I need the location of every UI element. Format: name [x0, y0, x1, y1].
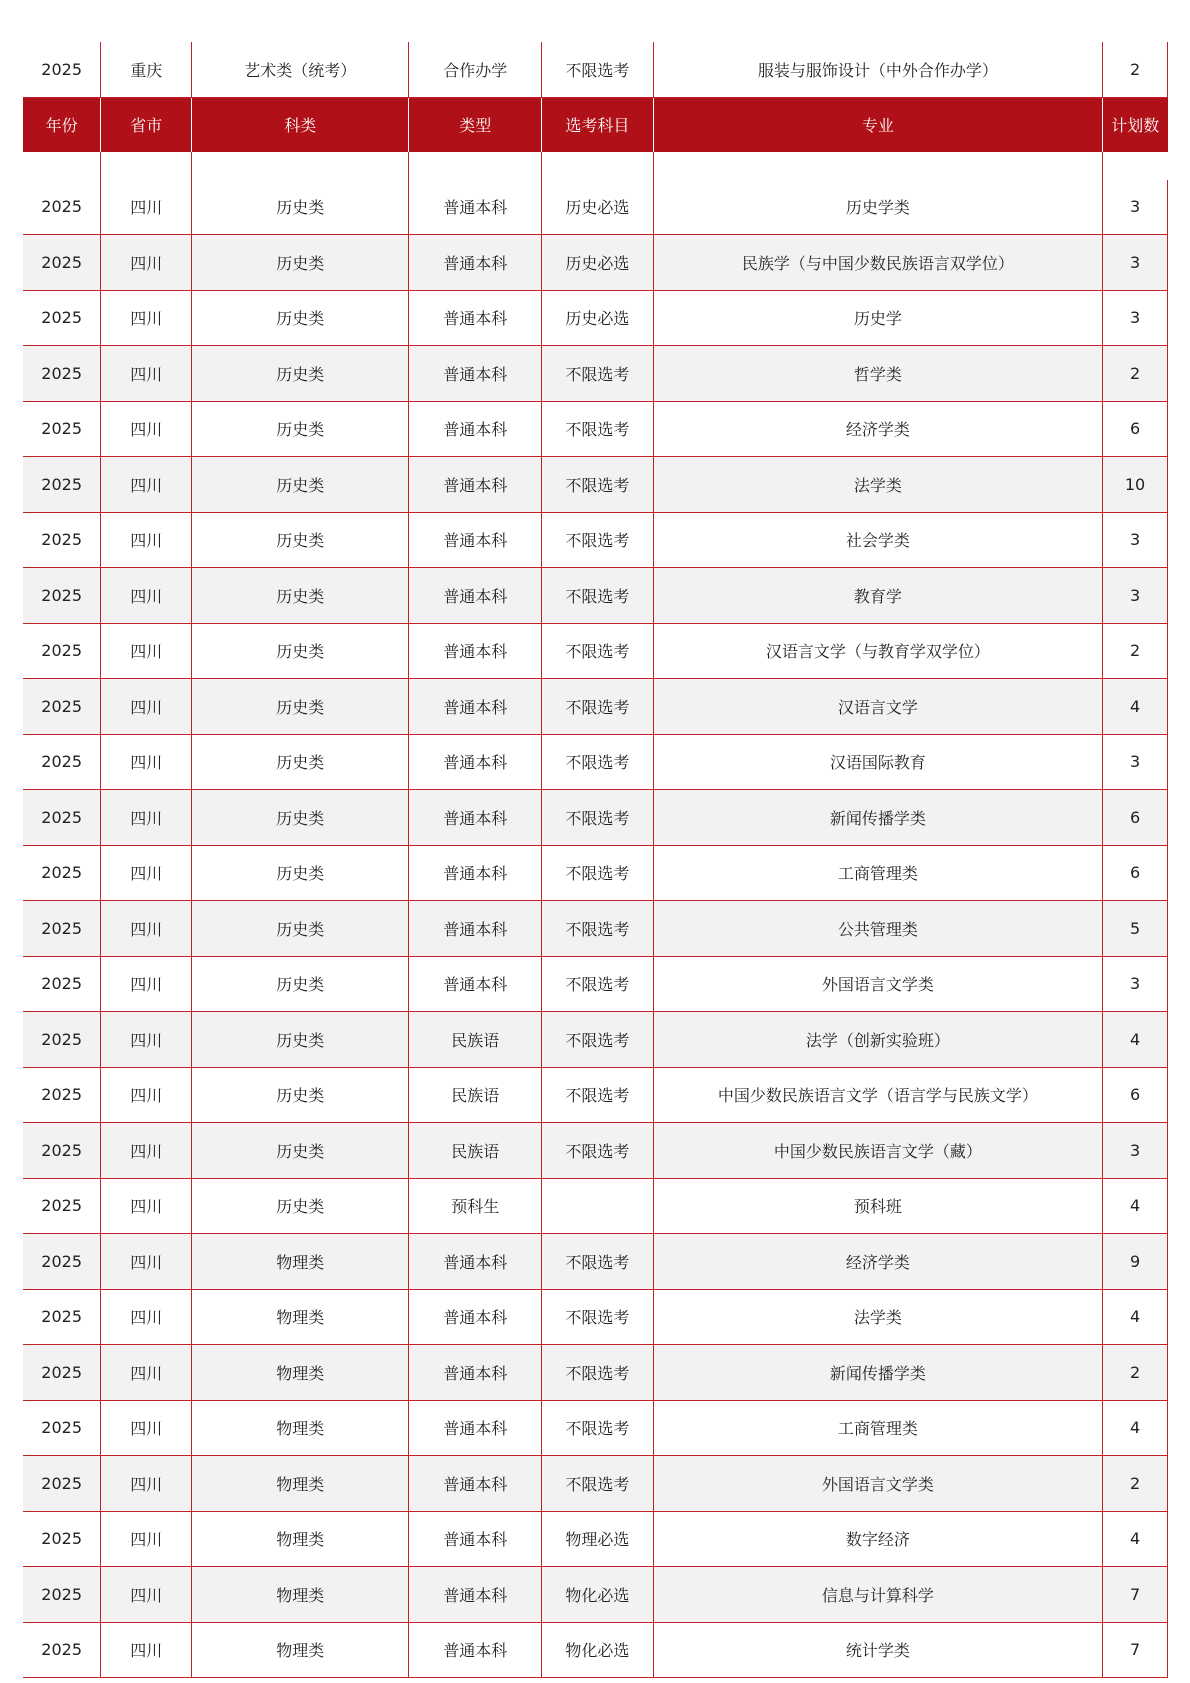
cell-category: 物理类 [192, 1400, 409, 1456]
table-row-top [23, 42, 1168, 97]
cell-province: 四川 [101, 1511, 192, 1567]
cell-plan: 3 [1103, 1123, 1168, 1179]
cell-year: 2025 [23, 457, 101, 513]
table-row [23, 623, 1168, 679]
cell-plan: 3 [1103, 568, 1168, 624]
cell-subjects: 历史必选 [542, 180, 653, 235]
cell-major: 历史学 [653, 290, 1103, 346]
header-major: 专业 [653, 97, 1103, 152]
cell-year: 2025 [23, 290, 101, 346]
cell-year: 2025 [23, 1345, 101, 1401]
cell-category: 历史类 [192, 235, 409, 291]
cell-type: 普通本科 [409, 1567, 542, 1623]
cell-plan: 3 [1103, 512, 1168, 568]
cell-plan: 6 [1103, 845, 1168, 901]
cell-category: 艺术类（统考） [192, 42, 409, 97]
cell-plan: 9 [1103, 1234, 1168, 1290]
cell-year: 2025 [23, 1178, 101, 1234]
cell-subjects: 不限选考 [542, 346, 653, 402]
cell-subjects: 历史必选 [542, 235, 653, 291]
cell-type: 普通本科 [409, 1234, 542, 1290]
cell-province: 四川 [101, 623, 192, 679]
cell-province: 四川 [101, 235, 192, 291]
cell-subjects: 不限选考 [542, 1234, 653, 1290]
cell-year: 2025 [23, 1400, 101, 1456]
cell-province: 四川 [101, 845, 192, 901]
cell-category: 物理类 [192, 1234, 409, 1290]
header-subjects: 选考科目 [542, 97, 653, 152]
cell-category: 物理类 [192, 1567, 409, 1623]
cell-category: 历史类 [192, 901, 409, 957]
cell-type: 普通本科 [409, 401, 542, 457]
cell-subjects: 不限选考 [542, 679, 653, 735]
cell-major: 民族学（与中国少数民族语言双学位） [653, 235, 1103, 291]
cell-type: 普通本科 [409, 956, 542, 1012]
cell-subjects: 不限选考 [542, 42, 653, 97]
cell-plan: 2 [1103, 623, 1168, 679]
cell-type: 普通本科 [409, 679, 542, 735]
cell-province: 四川 [101, 734, 192, 790]
cell-province: 四川 [101, 457, 192, 513]
cell-plan: 10 [1103, 457, 1168, 513]
table-row [23, 1234, 1168, 1290]
cell-category: 历史类 [192, 457, 409, 513]
cell-year: 2025 [23, 679, 101, 735]
cell-type: 普通本科 [409, 290, 542, 346]
admission-plan-table [23, 42, 1168, 1678]
cell-major: 汉语言文学（与教育学双学位） [653, 623, 1103, 679]
cell-province: 四川 [101, 1234, 192, 1290]
cell-type: 普通本科 [409, 1400, 542, 1456]
cell-category: 物理类 [192, 1511, 409, 1567]
cell-plan: 2 [1103, 346, 1168, 402]
cell-type: 普通本科 [409, 512, 542, 568]
cell-plan: 2 [1103, 1456, 1168, 1512]
cell-year: 2025 [23, 1067, 101, 1123]
cell-category: 物理类 [192, 1622, 409, 1678]
table-row [23, 1622, 1168, 1678]
cell-major: 公共管理类 [653, 901, 1103, 957]
cell-major: 法学类 [653, 1289, 1103, 1345]
cell-province: 四川 [101, 901, 192, 957]
table-row [23, 1012, 1168, 1068]
cell-province: 四川 [101, 1178, 192, 1234]
cell-type: 民族语 [409, 1012, 542, 1068]
cell-major: 经济学类 [653, 1234, 1103, 1290]
cell-province: 四川 [101, 1345, 192, 1401]
table-row [23, 1345, 1168, 1401]
cell-year: 2025 [23, 42, 101, 97]
cell-major: 经济学类 [653, 401, 1103, 457]
cell-major: 新闻传播学类 [653, 790, 1103, 846]
cell-plan: 7 [1103, 1567, 1168, 1623]
cell-category: 历史类 [192, 568, 409, 624]
cell-province: 四川 [101, 790, 192, 846]
cell-subjects: 不限选考 [542, 1123, 653, 1179]
table-row [23, 1289, 1168, 1345]
cell-year: 2025 [23, 1622, 101, 1678]
cell-major: 新闻传播学类 [653, 1345, 1103, 1401]
cell-type: 合作办学 [409, 42, 542, 97]
cell-type: 普通本科 [409, 346, 542, 402]
cell-plan: 5 [1103, 901, 1168, 957]
cell-year: 2025 [23, 1567, 101, 1623]
cell-plan: 7 [1103, 1622, 1168, 1678]
cell-category: 历史类 [192, 290, 409, 346]
table-row [23, 512, 1168, 568]
cell-province: 四川 [101, 1622, 192, 1678]
cell-type: 普通本科 [409, 457, 542, 513]
cell-category: 物理类 [192, 1289, 409, 1345]
cell-year: 2025 [23, 346, 101, 402]
cell-subjects: 不限选考 [542, 568, 653, 624]
table-header-row [23, 97, 1168, 152]
cell-category: 物理类 [192, 1345, 409, 1401]
cell-year: 2025 [23, 1012, 101, 1068]
cell-subjects: 不限选考 [542, 1067, 653, 1123]
cell-type: 普通本科 [409, 623, 542, 679]
header-gap [23, 152, 1168, 180]
cell-province: 重庆 [101, 42, 192, 97]
cell-year: 2025 [23, 1234, 101, 1290]
cell-subjects: 不限选考 [542, 1400, 653, 1456]
cell-province: 四川 [101, 290, 192, 346]
cell-plan: 4 [1103, 1012, 1168, 1068]
table-row [23, 734, 1168, 790]
cell-year: 2025 [23, 180, 101, 235]
table-row [23, 180, 1168, 235]
cell-major: 外国语言文学类 [653, 1456, 1103, 1512]
cell-province: 四川 [101, 679, 192, 735]
cell-major: 教育学 [653, 568, 1103, 624]
cell-plan: 4 [1103, 679, 1168, 735]
cell-province: 四川 [101, 1567, 192, 1623]
cell-type: 普通本科 [409, 1289, 542, 1345]
cell-major: 历史学类 [653, 180, 1103, 235]
cell-year: 2025 [23, 901, 101, 957]
cell-category: 历史类 [192, 512, 409, 568]
cell-category: 历史类 [192, 845, 409, 901]
cell-major: 哲学类 [653, 346, 1103, 402]
cell-plan: 2 [1103, 1345, 1168, 1401]
table-row [23, 956, 1168, 1012]
table-row [23, 845, 1168, 901]
cell-province: 四川 [101, 1456, 192, 1512]
cell-type: 普通本科 [409, 1345, 542, 1401]
cell-subjects: 不限选考 [542, 790, 653, 846]
table-row [23, 1456, 1168, 1512]
table-row [23, 290, 1168, 346]
cell-province: 四川 [101, 1123, 192, 1179]
header-type: 类型 [409, 97, 542, 152]
cell-major: 预科班 [653, 1178, 1103, 1234]
cell-year: 2025 [23, 790, 101, 846]
cell-type: 民族语 [409, 1067, 542, 1123]
cell-year: 2025 [23, 734, 101, 790]
cell-province: 四川 [101, 401, 192, 457]
cell-type: 普通本科 [409, 734, 542, 790]
cell-plan: 3 [1103, 734, 1168, 790]
cell-subjects: 不限选考 [542, 1012, 653, 1068]
cell-province: 四川 [101, 1289, 192, 1345]
cell-type: 普通本科 [409, 901, 542, 957]
cell-plan: 4 [1103, 1178, 1168, 1234]
cell-category: 历史类 [192, 401, 409, 457]
cell-type: 普通本科 [409, 235, 542, 291]
cell-type: 民族语 [409, 1123, 542, 1179]
cell-province: 四川 [101, 346, 192, 402]
table-row [23, 1567, 1168, 1623]
cell-plan: 4 [1103, 1511, 1168, 1567]
cell-major: 法学（创新实验班） [653, 1012, 1103, 1068]
header-year: 年份 [23, 97, 101, 152]
cell-subjects: 物化必选 [542, 1622, 653, 1678]
table-row [23, 1511, 1168, 1567]
cell-subjects: 不限选考 [542, 901, 653, 957]
table-row [23, 235, 1168, 291]
cell-category: 历史类 [192, 623, 409, 679]
cell-major: 外国语言文学类 [653, 956, 1103, 1012]
cell-subjects: 不限选考 [542, 1345, 653, 1401]
cell-type: 普通本科 [409, 1622, 542, 1678]
header-province: 省市 [101, 97, 192, 152]
table-row [23, 457, 1168, 513]
cell-plan: 3 [1103, 956, 1168, 1012]
cell-major: 信息与计算科学 [653, 1567, 1103, 1623]
cell-province: 四川 [101, 512, 192, 568]
cell-type: 普通本科 [409, 1511, 542, 1567]
cell-year: 2025 [23, 401, 101, 457]
cell-plan: 3 [1103, 290, 1168, 346]
cell-subjects: 不限选考 [542, 623, 653, 679]
cell-province: 四川 [101, 1012, 192, 1068]
table-row [23, 1067, 1168, 1123]
cell-major: 数字经济 [653, 1511, 1103, 1567]
cell-type: 普通本科 [409, 568, 542, 624]
cell-category: 历史类 [192, 956, 409, 1012]
cell-province: 四川 [101, 180, 192, 235]
cell-subjects [542, 1178, 653, 1234]
cell-major: 中国少数民族语言文学（语言学与民族文学） [653, 1067, 1103, 1123]
cell-major: 工商管理类 [653, 1400, 1103, 1456]
table-row [23, 790, 1168, 846]
cell-year: 2025 [23, 568, 101, 624]
cell-major: 工商管理类 [653, 845, 1103, 901]
cell-category: 历史类 [192, 180, 409, 235]
cell-major: 汉语言文学 [653, 679, 1103, 735]
cell-category: 历史类 [192, 679, 409, 735]
table-row [23, 346, 1168, 402]
cell-plan: 3 [1103, 235, 1168, 291]
cell-plan: 6 [1103, 401, 1168, 457]
cell-type: 普通本科 [409, 180, 542, 235]
cell-type: 普通本科 [409, 845, 542, 901]
cell-year: 2025 [23, 235, 101, 291]
cell-subjects: 历史必选 [542, 290, 653, 346]
cell-category: 历史类 [192, 734, 409, 790]
table-row [23, 401, 1168, 457]
cell-subjects: 不限选考 [542, 734, 653, 790]
cell-plan: 3 [1103, 180, 1168, 235]
admission-plan-table-container [23, 42, 1168, 1678]
cell-type: 普通本科 [409, 1456, 542, 1512]
header-category: 科类 [192, 97, 409, 152]
cell-subjects: 物化必选 [542, 1567, 653, 1623]
cell-year: 2025 [23, 1511, 101, 1567]
cell-major: 统计学类 [653, 1622, 1103, 1678]
cell-subjects: 不限选考 [542, 1289, 653, 1345]
cell-province: 四川 [101, 568, 192, 624]
cell-year: 2025 [23, 512, 101, 568]
cell-major: 中国少数民族语言文学（藏） [653, 1123, 1103, 1179]
cell-category: 历史类 [192, 1067, 409, 1123]
cell-major: 法学类 [653, 457, 1103, 513]
cell-category: 历史类 [192, 1123, 409, 1179]
cell-year: 2025 [23, 1456, 101, 1512]
cell-subjects: 不限选考 [542, 457, 653, 513]
header-plan: 计划数 [1103, 97, 1168, 152]
cell-subjects: 不限选考 [542, 1456, 653, 1512]
cell-category: 历史类 [192, 1012, 409, 1068]
cell-province: 四川 [101, 956, 192, 1012]
cell-year: 2025 [23, 845, 101, 901]
table-row [23, 1123, 1168, 1179]
table-row [23, 1400, 1168, 1456]
table-row [23, 568, 1168, 624]
cell-plan: 6 [1103, 1067, 1168, 1123]
cell-plan: 2 [1103, 42, 1168, 97]
cell-plan: 4 [1103, 1400, 1168, 1456]
cell-subjects: 不限选考 [542, 512, 653, 568]
cell-subjects: 不限选考 [542, 845, 653, 901]
cell-year: 2025 [23, 623, 101, 679]
cell-type: 普通本科 [409, 790, 542, 846]
table-row [23, 901, 1168, 957]
cell-province: 四川 [101, 1400, 192, 1456]
cell-type: 预科生 [409, 1178, 542, 1234]
cell-year: 2025 [23, 1289, 101, 1345]
cell-plan: 4 [1103, 1289, 1168, 1345]
cell-major: 服装与服饰设计（中外合作办学） [653, 42, 1103, 97]
cell-subjects: 不限选考 [542, 956, 653, 1012]
cell-major: 汉语国际教育 [653, 734, 1103, 790]
cell-year: 2025 [23, 956, 101, 1012]
cell-plan: 6 [1103, 790, 1168, 846]
cell-category: 历史类 [192, 1178, 409, 1234]
cell-year: 2025 [23, 1123, 101, 1179]
cell-category: 物理类 [192, 1456, 409, 1512]
cell-major: 社会学类 [653, 512, 1103, 568]
cell-subjects: 物理必选 [542, 1511, 653, 1567]
table-row [23, 1178, 1168, 1234]
table-row [23, 679, 1168, 735]
cell-province: 四川 [101, 1067, 192, 1123]
cell-subjects: 不限选考 [542, 401, 653, 457]
cell-category: 历史类 [192, 790, 409, 846]
cell-category: 历史类 [192, 346, 409, 402]
